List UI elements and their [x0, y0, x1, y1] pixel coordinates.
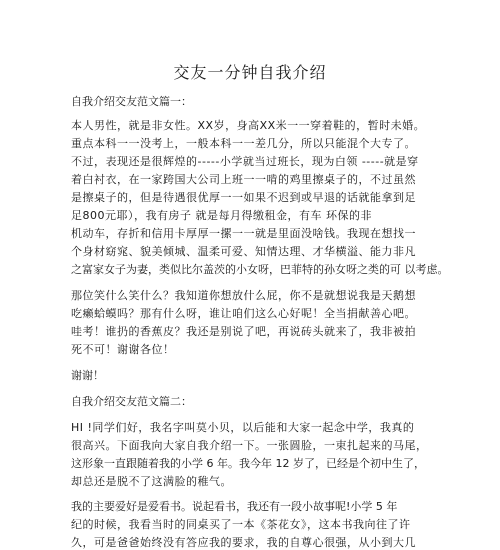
paragraph-line: 个身材窈窕、貌美倾城、温柔可爱、知情达理、才华横溢、能力非凡 [71, 245, 416, 258]
paragraph-line: 重点本科一一没考上，一般本科一一差几分，所以只能混个大专了。 [71, 137, 416, 150]
paragraph-line: HI !同学们好，我名字叫莫小贝，以后能和大家一起念中学，我真的 [71, 421, 415, 434]
paragraph-line: 不过，表现还是很辉煌的-----小学就当过班长，现为白领 -----就是穿 [71, 155, 419, 168]
section-heading-2: 自我介绍交友范文篇二： [71, 395, 192, 408]
section-heading-1: 自我介绍交友范文篇一： [71, 95, 192, 108]
paragraph-line: 死不可！谢谢各位！ [71, 343, 175, 356]
paragraph-line: 那位笑什么笑什么？我知道你想放什么屁，你不是就想说我是天鹅想 [71, 289, 416, 302]
paragraph-line: 很高兴。下面我向大家自我介绍一下。一张圆脸，一束扎起来的马尾， [71, 439, 428, 452]
paragraph-line: 本人男性，就是非女性。XX岁，身高XX米一一穿着鞋的，暂时未婚。 [71, 119, 426, 132]
paragraph-line: 足800元耶），我有房子 就是每月得缴租金，有车 环保的非 [71, 209, 372, 222]
paragraph-line: 谢谢！ [71, 369, 104, 382]
paragraph-line: 吃癞蛤蟆吗？那有什么呀，谁让咱们这么心好呢！全当捐献善心吧。 [71, 307, 416, 320]
paragraph-line: 机动车，存折和信用卡厚厚一摞一一就是里面没啥钱。我现在想找一 [71, 227, 416, 240]
paragraph-line: 久，可是爸爸始终没有答应我的要求，我的自尊心很强，从小到大几 [71, 536, 416, 549]
paragraph-line: 哇考！谁扔的香蕉皮？我还是别说了吧，再说砖头就来了，我非被拍 [71, 325, 416, 338]
paragraph-line: 之富家女子为妻，类似比尔盖茨的小女呀，巴菲特的孙女呀之类的可 以考虑。 [71, 263, 449, 276]
paragraph-line: 着白衬衣，在一家跨国大公司上班一一啃的鸡里擦桌子的，不过虽然 [71, 173, 416, 186]
paragraph-line: 这形象一直跟随着我的小学 6 年。我今年 12 岁了，已经是个初中生了， [71, 457, 425, 470]
paragraph-line: 是擦桌子的，但是待遇很优厚一一如果不迟到或早退的话就能拿到足 [71, 191, 416, 204]
paragraph-line: 却总还是脱不了这满脸的稚气。 [71, 475, 232, 488]
document-title: 交友一分钟自我介绍 [173, 63, 327, 82]
paragraph-line: 纪的时候，我看当时的同桌买了一本《茶花女》，这本书我向往了许 [71, 518, 411, 531]
paragraph-line: 我的主要爱好是爱看书。说起看书，我还有一段小故事呢!小学 5 年 [71, 500, 398, 513]
